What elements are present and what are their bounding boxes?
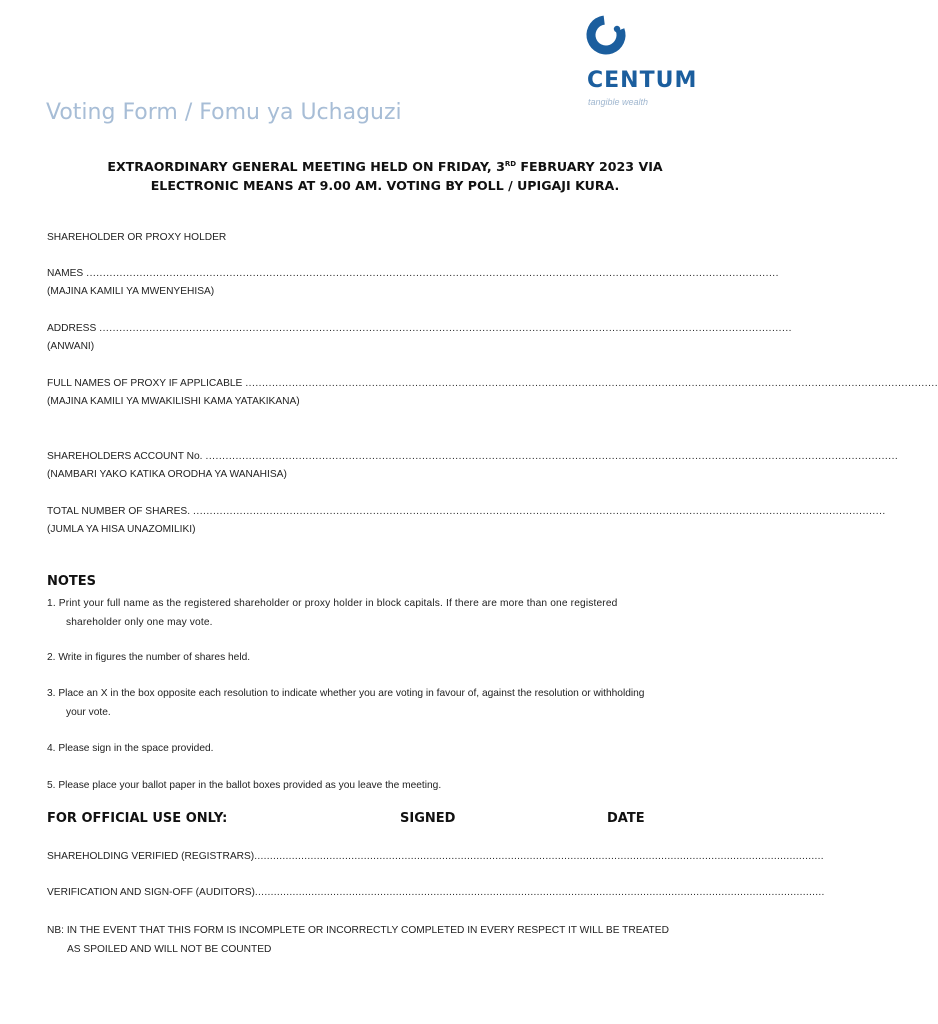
note-3: 3. Place an X in the box opposite each resolution to indicate whether you are voting in favour of, against the resolution or withholding your vote. (47, 688, 645, 718)
account-label: SHAREHOLDERS ACCOUNT No. (47, 451, 203, 462)
address-label: ADDRESS (47, 323, 97, 334)
names-label: NAMES (47, 268, 84, 279)
brand-tagline: tangible wealth (588, 97, 649, 107)
address-input-line[interactable]: ................................................................................................................................................................................................................ (99, 323, 792, 334)
registrars-label: SHAREHOLDING VERIFIED (REGISTRARS) (47, 851, 255, 862)
auditors-label: VERIFICATION AND SIGN-OFF (AUDITORS) (47, 887, 255, 898)
names-sub-label: (MAJINA KAMILI YA MWENYEHISA) (47, 286, 215, 297)
signed-heading: SIGNED (400, 811, 456, 826)
shares-input-line[interactable]: ................................................................................................................................................................................................................ (193, 506, 886, 517)
note-1: 1. Print your full name as the registered shareholder or proxy holder in block capitals. If there are more than one registered shareholder only one may vote. (47, 598, 618, 628)
note-4: 4. Please sign in the space provided. (47, 743, 214, 754)
registrars-input-line[interactable]: ...................................................................................................................................................................................... (254, 851, 824, 862)
heading-line-2: ELECTRONIC MEANS AT 9.00 AM. VOTING BY POLL / UPIGAJI KURA. (150, 178, 620, 193)
account-sub-label: (NAMBARI YAKO KATIKA ORODHA YA WANAHISA) (47, 469, 287, 480)
auditors-verification-line[interactable] (47, 887, 825, 898)
account-field[interactable] (47, 448, 899, 484)
auditors-input-line[interactable]: ...................................................................................................................................................................................... (254, 887, 825, 898)
names-field[interactable] (47, 265, 779, 301)
form-title: Voting Form / Fomu ya Uchaguzi (46, 100, 402, 125)
centum-c-icon (586, 15, 626, 55)
proxy-field[interactable] (47, 375, 938, 411)
official-use-title: FOR OFFICIAL USE ONLY: (47, 811, 228, 826)
shares-label: TOTAL NUMBER OF SHARES. (47, 506, 191, 517)
registrars-verification-line[interactable] (47, 851, 824, 862)
holder-label: SHAREHOLDER OR PROXY HOLDER (47, 232, 227, 243)
brand-name: CENTUM (587, 68, 698, 93)
heading-line-1: EXTRAORDINARY GENERAL MEETING HELD ON FRIDAY, 3RD FEBRUARY 2023 VIA (107, 159, 663, 174)
shares-field[interactable] (47, 503, 886, 539)
shares-sub-label: (JUMLA YA HISA UNAZOMILIKI) (47, 524, 196, 535)
account-input-line[interactable]: ................................................................................................................................................................................................................ (205, 451, 899, 462)
notes-title: NOTES (47, 574, 97, 589)
proxy-label: FULL NAMES OF PROXY IF APPLICABLE (47, 378, 243, 389)
centum-logo (586, 15, 726, 107)
proxy-sub-label: (MAJINA KAMILI YA MWAKILISHI KAMA YATAKIKANA) (47, 396, 300, 407)
meeting-heading (60, 155, 710, 195)
address-sub-label: (ANWANI) (47, 341, 95, 352)
names-input-line[interactable]: ................................................................................................................................................................................................................ (86, 268, 779, 279)
note-5: 5. Please place your ballot paper in the ballot boxes provided as you leave the meeting. (47, 780, 442, 791)
proxy-input-line[interactable]: ................................................................................................................................................................................................................ (245, 378, 938, 389)
nb-notice: NB: IN THE EVENT THAT THIS FORM IS INCOMPLETE OR INCORRECTLY COMPLETED IN EVERY RESPECT IT WILL BE TREATED AS SPOILED AND WILL NOT BE COUNTED (47, 925, 669, 955)
address-field[interactable] (47, 320, 792, 356)
note-2: 2. Write in figures the number of shares held. (47, 652, 251, 663)
date-heading: DATE (607, 811, 645, 826)
